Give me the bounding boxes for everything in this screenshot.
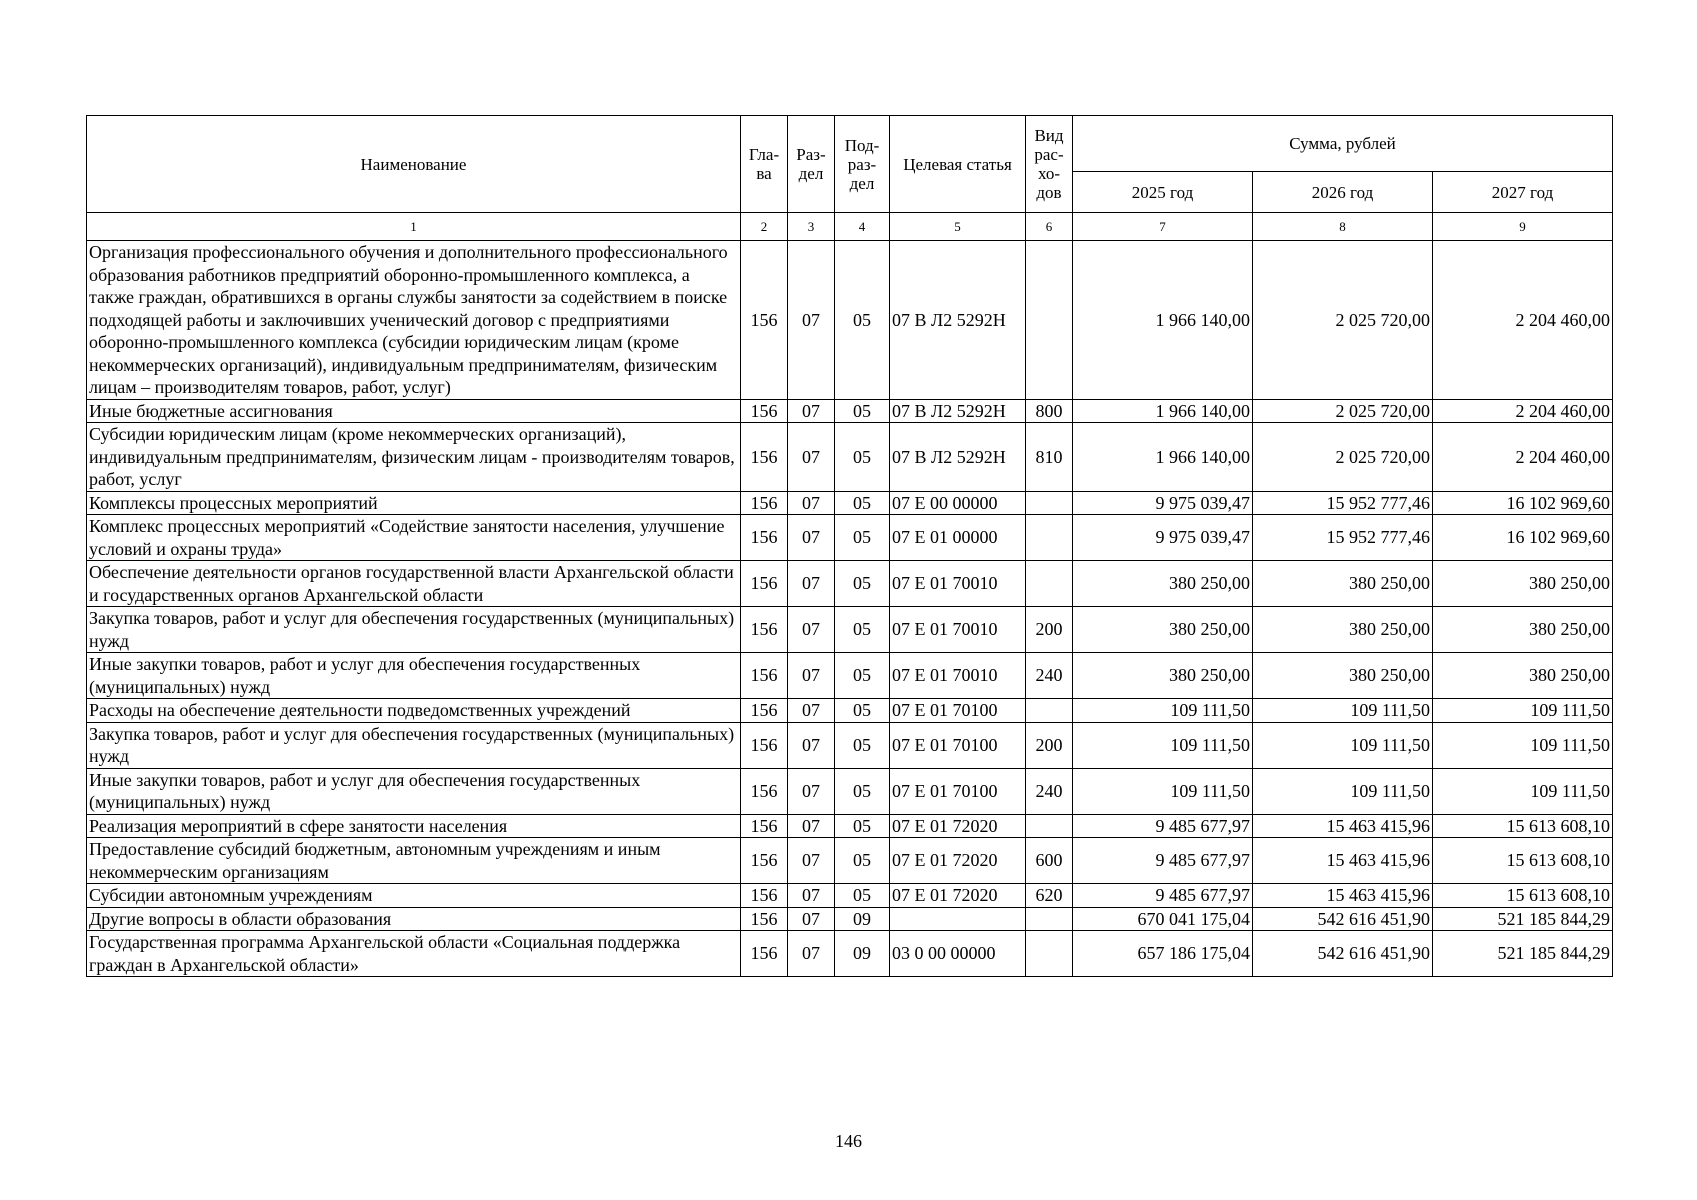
table-row <box>87 931 1613 977</box>
row-amount-2026: 109 111,50 <box>1253 768 1433 814</box>
row-podrazdel: 05 <box>835 561 890 607</box>
row-amount-2027: 16 102 969,60 <box>1433 491 1613 515</box>
table-row <box>87 423 1613 492</box>
row-amount-2025: 9 485 677,97 <box>1073 838 1253 884</box>
row-glava: 156 <box>741 491 788 515</box>
column-number: 7 <box>1073 213 1253 241</box>
row-tselevaya-statya: 07 Е 01 70010 <box>890 653 1026 699</box>
row-podrazdel: 05 <box>835 515 890 561</box>
row-razdel: 07 <box>788 907 835 931</box>
row-podrazdel: 05 <box>835 722 890 768</box>
row-tselevaya-statya: 07 Е 01 70010 <box>890 607 1026 653</box>
row-name: Субсидии автономным учреждениям <box>87 884 741 908</box>
row-name: Государственная программа Архангельской области «Социальная поддержка граждан в Архангельской области» <box>87 931 741 977</box>
page-number: 146 <box>835 1131 862 1151</box>
row-glava: 156 <box>741 722 788 768</box>
row-glava: 156 <box>741 515 788 561</box>
row-vid-raskhodov <box>1026 699 1073 723</box>
header-podrazdel: Под- раз- дел <box>835 116 890 213</box>
row-vid-raskhodov <box>1026 561 1073 607</box>
row-name: Другие вопросы в области образования <box>87 907 741 931</box>
row-amount-2025: 109 111,50 <box>1073 699 1253 723</box>
row-amount-2025: 1 966 140,00 <box>1073 241 1253 400</box>
row-amount-2027: 380 250,00 <box>1433 607 1613 653</box>
row-amount-2027: 2 204 460,00 <box>1433 399 1613 423</box>
row-name: Комплекс процессных мероприятий «Содействие занятости населения, улучшение условий и охраны труда» <box>87 515 741 561</box>
header-name: Наименование <box>87 116 741 213</box>
column-number-row <box>87 213 1613 241</box>
row-amount-2026: 15 463 415,96 <box>1253 814 1433 838</box>
header-year-2026: 2026 год <box>1253 172 1433 213</box>
row-amount-2027: 15 613 608,10 <box>1433 814 1613 838</box>
row-amount-2027: 16 102 969,60 <box>1433 515 1613 561</box>
row-glava: 156 <box>741 607 788 653</box>
header-year-2027: 2027 год <box>1433 172 1613 213</box>
row-razdel: 07 <box>788 931 835 977</box>
row-name: Предоставление субсидий бюджетным, автономным учреждениям и иным некоммерческим организациям <box>87 838 741 884</box>
row-podrazdel: 05 <box>835 768 890 814</box>
column-number: 3 <box>788 213 835 241</box>
row-amount-2025: 9 485 677,97 <box>1073 814 1253 838</box>
row-tselevaya-statya: 07 Е 01 72020 <box>890 838 1026 884</box>
header-glava: Гла- ва <box>741 116 788 213</box>
row-amount-2025: 380 250,00 <box>1073 653 1253 699</box>
row-podrazdel: 05 <box>835 653 890 699</box>
row-amount-2025: 9 975 039,47 <box>1073 515 1253 561</box>
row-amount-2027: 521 185 844,29 <box>1433 931 1613 977</box>
row-glava: 156 <box>741 884 788 908</box>
row-amount-2025: 109 111,50 <box>1073 768 1253 814</box>
row-podrazdel: 09 <box>835 931 890 977</box>
row-glava: 156 <box>741 241 788 400</box>
row-vid-raskhodov <box>1026 491 1073 515</box>
row-amount-2027: 380 250,00 <box>1433 653 1613 699</box>
row-podrazdel: 05 <box>835 699 890 723</box>
row-amount-2026: 542 616 451,90 <box>1253 907 1433 931</box>
table-row <box>87 491 1613 515</box>
row-amount-2026: 15 952 777,46 <box>1253 515 1433 561</box>
column-number: 1 <box>87 213 741 241</box>
row-amount-2026: 380 250,00 <box>1253 607 1433 653</box>
row-amount-2027: 2 204 460,00 <box>1433 423 1613 492</box>
row-glava: 156 <box>741 814 788 838</box>
row-razdel: 07 <box>788 423 835 492</box>
header-razdel: Раз- дел <box>788 116 835 213</box>
row-razdel: 07 <box>788 884 835 908</box>
row-name: Закупка товаров, работ и услуг для обеспечения государственных (муниципальных) нужд <box>87 722 741 768</box>
row-razdel: 07 <box>788 814 835 838</box>
table-row <box>87 515 1613 561</box>
row-razdel: 07 <box>788 561 835 607</box>
row-podrazdel: 09 <box>835 907 890 931</box>
row-razdel: 07 <box>788 838 835 884</box>
row-amount-2026: 15 463 415,96 <box>1253 884 1433 908</box>
row-podrazdel: 05 <box>835 884 890 908</box>
row-amount-2027: 521 185 844,29 <box>1433 907 1613 931</box>
row-razdel: 07 <box>788 399 835 423</box>
table-row <box>87 699 1613 723</box>
row-tselevaya-statya: 07 Е 01 72020 <box>890 884 1026 908</box>
row-tselevaya-statya: 07 Е 01 70100 <box>890 722 1026 768</box>
row-name: Иные закупки товаров, работ и услуг для обеспечения государственных (муниципальных) нужд <box>87 768 741 814</box>
row-tselevaya-statya: 07 Е 01 72020 <box>890 814 1026 838</box>
table-row <box>87 907 1613 931</box>
row-amount-2026: 542 616 451,90 <box>1253 931 1433 977</box>
row-tselevaya-statya: 07 Е 01 70010 <box>890 561 1026 607</box>
header-year-2025: 2025 год <box>1073 172 1253 213</box>
row-name: Закупка товаров, работ и услуг для обеспечения государственных (муниципальных) нужд <box>87 607 741 653</box>
row-amount-2027: 15 613 608,10 <box>1433 838 1613 884</box>
row-amount-2025: 9 485 677,97 <box>1073 884 1253 908</box>
row-razdel: 07 <box>788 699 835 723</box>
row-tselevaya-statya: 07 Е 01 70100 <box>890 699 1026 723</box>
row-name: Организация профессионального обучения и дополнительного профессионального образования работников предприятий оборонно-промышленного комплекса, а также граждан, обратившихся в органы службы занятости за содействием в поиске подходящей работы и заключивших ученический договор с предприятиями оборонно-промышленного комплекса (субсидии юридическим лицам (кроме некоммерческих организаций), индивидуальным предпринимателям, физическим лицам – производителям товаров, работ, услуг) <box>87 241 741 400</box>
row-vid-raskhodov: 240 <box>1026 768 1073 814</box>
row-vid-raskhodov <box>1026 515 1073 561</box>
row-name: Иные закупки товаров, работ и услуг для обеспечения государственных (муниципальных) нужд <box>87 653 741 699</box>
row-glava: 156 <box>741 561 788 607</box>
row-vid-raskhodov: 810 <box>1026 423 1073 492</box>
row-amount-2025: 109 111,50 <box>1073 722 1253 768</box>
row-podrazdel: 05 <box>835 838 890 884</box>
row-glava: 156 <box>741 838 788 884</box>
table-body <box>87 241 1613 977</box>
row-tselevaya-statya: 07 В Л2 5292Н <box>890 399 1026 423</box>
row-amount-2025: 380 250,00 <box>1073 607 1253 653</box>
row-tselevaya-statya: 07 Е 00 00000 <box>890 491 1026 515</box>
row-amount-2026: 109 111,50 <box>1253 722 1433 768</box>
row-tselevaya-statya: 07 Е 01 70100 <box>890 768 1026 814</box>
row-glava: 156 <box>741 699 788 723</box>
row-amount-2026: 2 025 720,00 <box>1253 423 1433 492</box>
header-tselevaya-statya: Целевая статья <box>890 116 1026 213</box>
table-row <box>87 722 1613 768</box>
row-podrazdel: 05 <box>835 607 890 653</box>
row-amount-2025: 9 975 039,47 <box>1073 491 1253 515</box>
header-vid-raskhodov: Вид рас- хо- дов <box>1026 116 1073 213</box>
table-row <box>87 561 1613 607</box>
row-razdel: 07 <box>788 768 835 814</box>
row-tselevaya-statya: 03 0 00 00000 <box>890 931 1026 977</box>
row-amount-2026: 15 952 777,46 <box>1253 491 1433 515</box>
row-amount-2026: 380 250,00 <box>1253 561 1433 607</box>
row-amount-2026: 15 463 415,96 <box>1253 838 1433 884</box>
row-vid-raskhodov: 240 <box>1026 653 1073 699</box>
row-podrazdel: 05 <box>835 241 890 400</box>
row-name: Комплексы процессных мероприятий <box>87 491 741 515</box>
row-amount-2027: 15 613 608,10 <box>1433 884 1613 908</box>
row-vid-raskhodov: 600 <box>1026 838 1073 884</box>
row-glava: 156 <box>741 399 788 423</box>
table-row <box>87 607 1613 653</box>
row-tselevaya-statya: 07 Е 01 00000 <box>890 515 1026 561</box>
header-summa: Сумма, рублей <box>1073 116 1613 172</box>
column-number: 9 <box>1433 213 1613 241</box>
row-razdel: 07 <box>788 722 835 768</box>
column-number: 4 <box>835 213 890 241</box>
row-vid-raskhodov <box>1026 241 1073 400</box>
table-row <box>87 241 1613 400</box>
row-tselevaya-statya: 07 В Л2 5292Н <box>890 241 1026 400</box>
table-row <box>87 838 1613 884</box>
row-amount-2027: 380 250,00 <box>1433 561 1613 607</box>
row-amount-2027: 109 111,50 <box>1433 699 1613 723</box>
row-glava: 156 <box>741 768 788 814</box>
row-glava: 156 <box>741 931 788 977</box>
row-amount-2027: 109 111,50 <box>1433 768 1613 814</box>
row-amount-2025: 1 966 140,00 <box>1073 399 1253 423</box>
row-amount-2026: 2 025 720,00 <box>1253 241 1433 400</box>
row-name: Иные бюджетные ассигнования <box>87 399 741 423</box>
row-razdel: 07 <box>788 607 835 653</box>
row-amount-2027: 109 111,50 <box>1433 722 1613 768</box>
row-name: Субсидии юридическим лицам (кроме некоммерческих организаций), индивидуальным предпринимателям, физическим лицам - производителям товаров, работ, услуг <box>87 423 741 492</box>
row-amount-2025: 1 966 140,00 <box>1073 423 1253 492</box>
row-vid-raskhodov <box>1026 931 1073 977</box>
row-razdel: 07 <box>788 515 835 561</box>
row-vid-raskhodov: 620 <box>1026 884 1073 908</box>
row-podrazdel: 05 <box>835 491 890 515</box>
row-glava: 156 <box>741 907 788 931</box>
row-amount-2026: 2 025 720,00 <box>1253 399 1433 423</box>
column-number: 8 <box>1253 213 1433 241</box>
row-amount-2025: 380 250,00 <box>1073 561 1253 607</box>
table-row <box>87 399 1613 423</box>
row-glava: 156 <box>741 423 788 492</box>
column-number: 5 <box>890 213 1026 241</box>
row-vid-raskhodov <box>1026 814 1073 838</box>
row-vid-raskhodov: 800 <box>1026 399 1073 423</box>
column-number: 2 <box>741 213 788 241</box>
table-row <box>87 884 1613 908</box>
row-razdel: 07 <box>788 241 835 400</box>
row-vid-raskhodov <box>1026 907 1073 931</box>
row-name: Обеспечение деятельности органов государственной власти Архангельской области и государственных органов Архангельской области <box>87 561 741 607</box>
row-glava: 156 <box>741 653 788 699</box>
row-amount-2026: 380 250,00 <box>1253 653 1433 699</box>
row-amount-2025: 657 186 175,04 <box>1073 931 1253 977</box>
row-podrazdel: 05 <box>835 399 890 423</box>
table-row <box>87 814 1613 838</box>
row-tselevaya-statya <box>890 907 1026 931</box>
budget-table <box>86 115 1613 977</box>
column-number: 6 <box>1026 213 1073 241</box>
table-row <box>87 653 1613 699</box>
row-amount-2026: 109 111,50 <box>1253 699 1433 723</box>
row-razdel: 07 <box>788 653 835 699</box>
row-podrazdel: 05 <box>835 814 890 838</box>
row-podrazdel: 05 <box>835 423 890 492</box>
row-amount-2025: 670 041 175,04 <box>1073 907 1253 931</box>
row-tselevaya-statya: 07 В Л2 5292Н <box>890 423 1026 492</box>
row-razdel: 07 <box>788 491 835 515</box>
row-amount-2027: 2 204 460,00 <box>1433 241 1613 400</box>
table-row <box>87 768 1613 814</box>
row-name: Реализация мероприятий в сфере занятости населения <box>87 814 741 838</box>
row-name: Расходы на обеспечение деятельности подведомственных учреждений <box>87 699 741 723</box>
row-vid-raskhodov: 200 <box>1026 722 1073 768</box>
row-vid-raskhodov: 200 <box>1026 607 1073 653</box>
